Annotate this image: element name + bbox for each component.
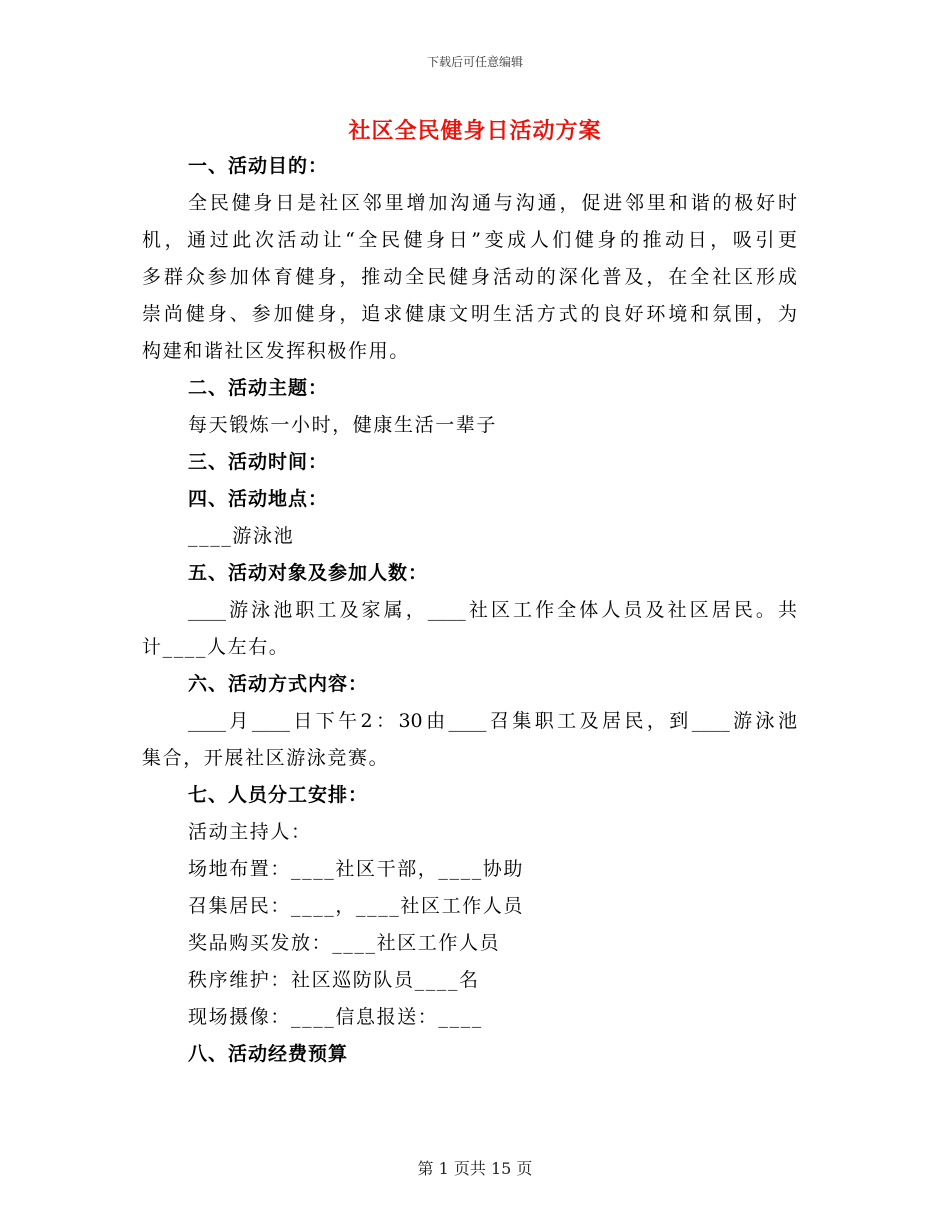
paragraph-line: 召集居民：____，____社区工作人员 [188, 895, 525, 917]
paragraph-line: 多群众参加体育健身，推动全民健身活动的深化普及，在全社区形成 [142, 266, 797, 288]
section-heading-budget: 八、活动经费预算 [188, 1043, 349, 1065]
paragraph-line: 崇尚健身、参加健身，追求健康文明生活方式的良好环境和氛围，为 [142, 303, 797, 325]
section-heading-staffing: 七、人员分工安排： [188, 784, 369, 806]
paragraph-line: 计____人左右。 [142, 636, 290, 658]
paragraph-line: 每天锻炼一小时，健康生活一辈子 [188, 414, 498, 436]
paragraph-line: 场地布置：____社区干部，____协助 [188, 858, 525, 880]
paragraph-line: 活动主持人： [188, 821, 312, 843]
page-header: 下载后可任意编辑 [426, 55, 523, 69]
paragraph-line: 奖品购买发放：____社区工作人员 [188, 932, 501, 954]
page-footer: 第 1 页共 15 页 [417, 1159, 533, 1178]
paragraph-line: 现场摄像：____信息报送：____ [188, 1006, 483, 1028]
section-heading-time: 三、活动时间： [188, 451, 329, 473]
paragraph-line: 全民健身日是社区邻里增加沟通与沟通，促进邻里和谐的极好时 [188, 192, 797, 214]
paragraph-line: 集合，开展社区游泳竞赛。 [142, 747, 390, 769]
section-heading-content: 六、活动方式内容： [188, 673, 369, 695]
paragraph-line: 秩序维护：社区巡防队员____名 [188, 969, 480, 991]
paragraph-line: ____游泳池职工及家属，____社区工作全体人员及社区居民。共 [188, 599, 797, 621]
section-heading-participants: 五、活动对象及参加人数： [188, 562, 429, 584]
section-heading-purpose: 一、活动目的： [188, 155, 329, 177]
section-heading-theme: 二、活动主题： [188, 377, 329, 399]
section-heading-location: 四、活动地点： [188, 488, 329, 510]
paragraph-line: 构建和谐社区发挥积极作用。 [142, 340, 410, 362]
document-title: 社区全民健身日活动方案 [348, 118, 602, 144]
paragraph-line: 机，通过此次活动让“全民健身日”变成人们健身的推动日，吸引更 [142, 229, 797, 251]
paragraph-line: ____游泳池 [188, 525, 295, 547]
document-body [142, 148, 797, 1073]
paragraph-line: ____月____日下午2：30由____召集职工及居民，到____游泳池 [188, 710, 797, 732]
